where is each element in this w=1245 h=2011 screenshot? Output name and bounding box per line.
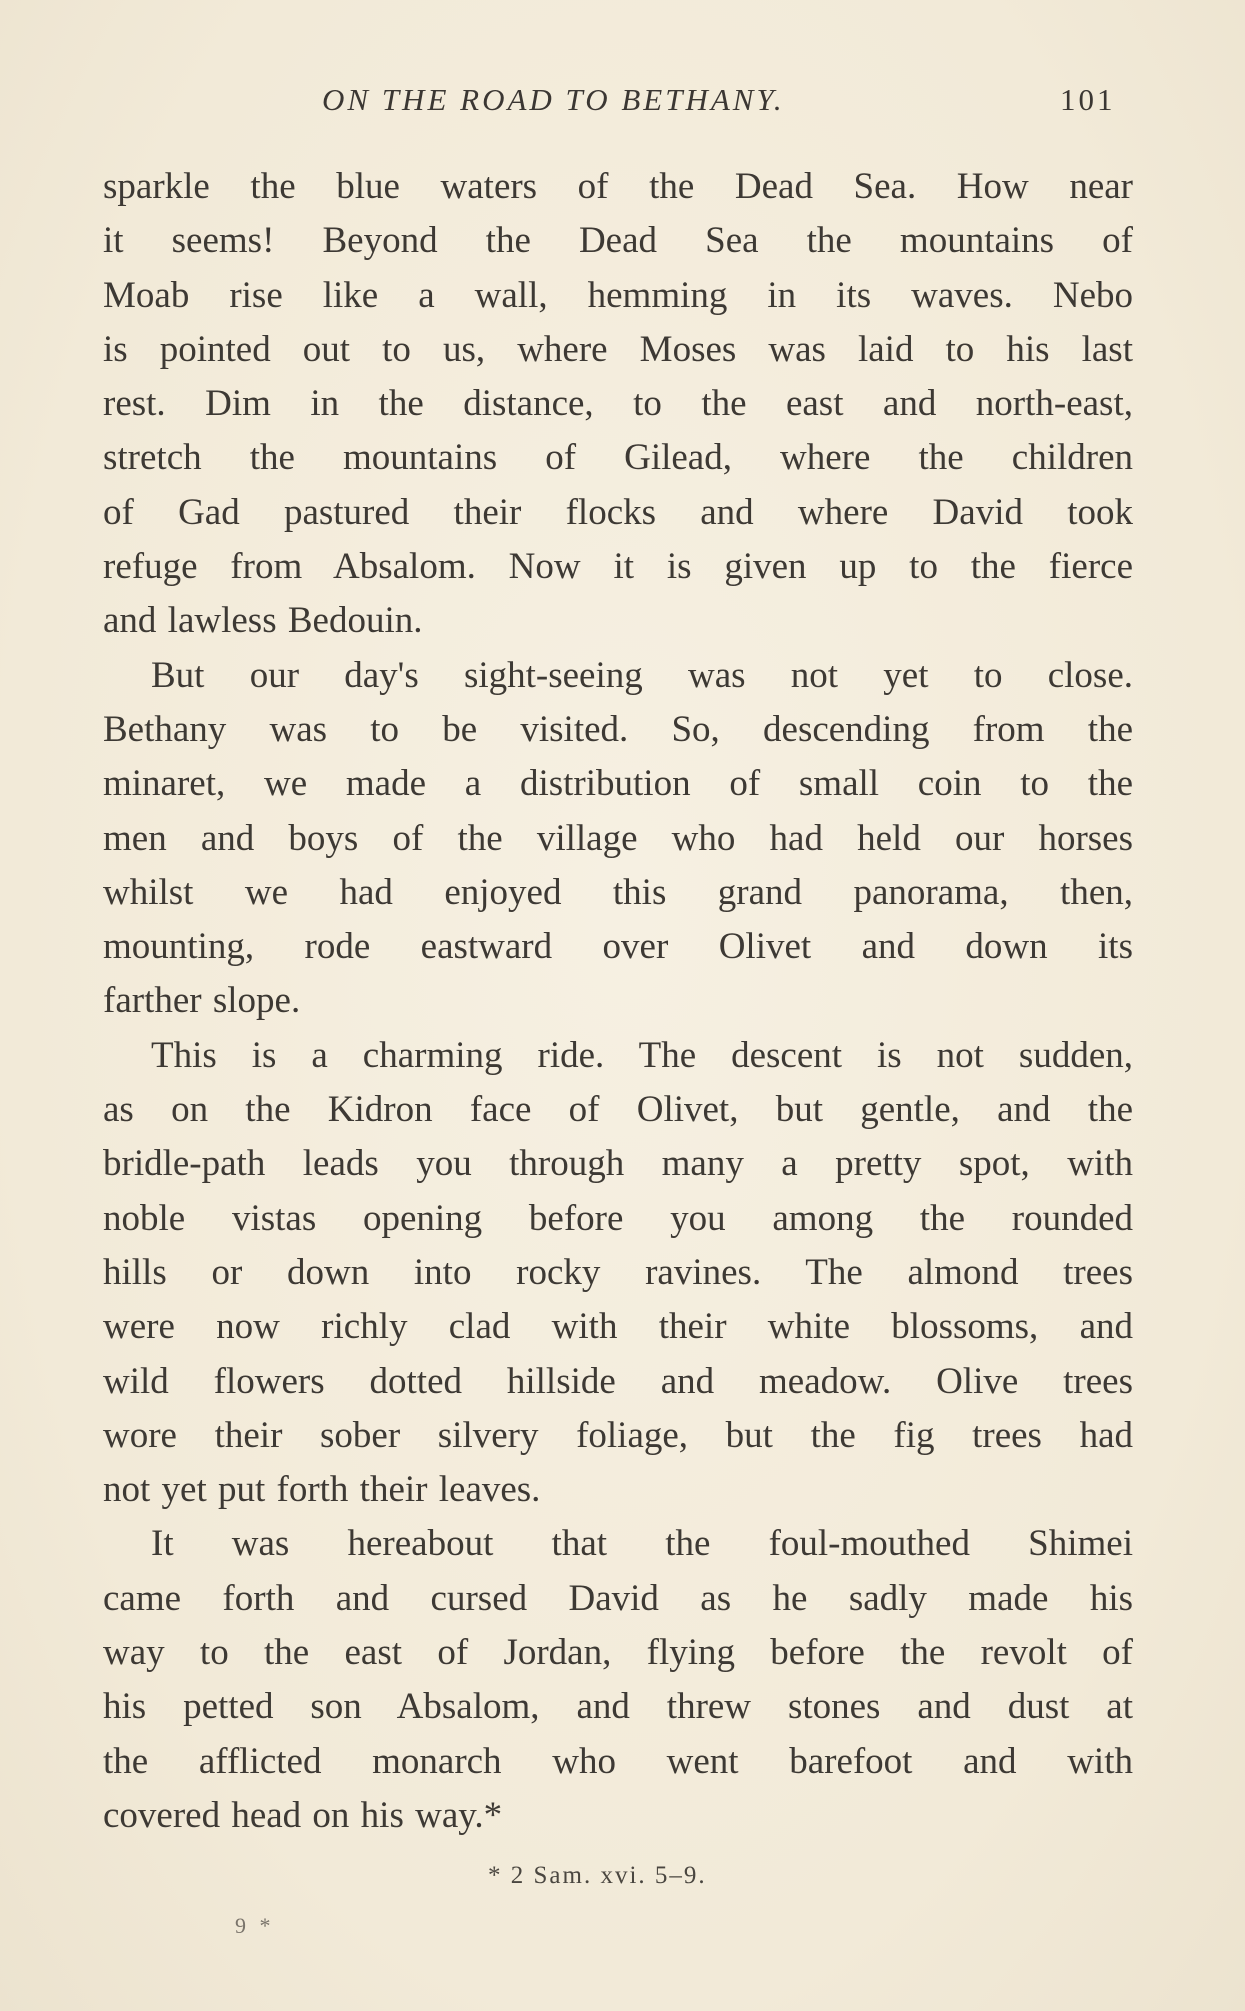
text-line: came forth and cursed David as he sadly made his: [103, 1577, 1133, 1619]
text-line: minaret, we made a distribution of small coin to the: [103, 763, 1133, 805]
text-line: It was hereabout that the foul-mouthed Shimei: [151, 1523, 1133, 1565]
footnote: * 2 Sam. xvi. 5–9.: [488, 1862, 707, 1889]
body-text: [103, 160, 1133, 1843]
text-line: of Gad pastured their flocks and where David took: [103, 491, 1133, 533]
text-line: is pointed out to us, where Moses was laid to his last: [103, 328, 1133, 370]
text-line: it seems! Beyond the Dead Sea the mountains of: [103, 220, 1133, 262]
text-line: stretch the mountains of Gilead, where the children: [103, 437, 1133, 479]
text-line: noble vistas opening before you among the rounded: [103, 1197, 1133, 1239]
text-line: as on the Kidron face of Olivet, but gentle, and the: [103, 1089, 1133, 1131]
text-line: not yet put forth their leaves.: [103, 1469, 541, 1511]
text-line: Moab rise like a wall, hemming in its waves. Nebo: [103, 274, 1133, 316]
text-line: mounting, rode eastward over Olivet and down its: [103, 926, 1133, 968]
text-line: But our day's sight-seeing was not yet to close.: [151, 654, 1133, 696]
text-line: whilst we had enjoyed this grand panorama, then,: [103, 871, 1133, 913]
text-line: bridle-path leads you through many a pretty spot, with: [103, 1143, 1133, 1185]
text-line: Bethany was to be visited. So, descending from the: [103, 708, 1133, 750]
text-line: This is a charming ride. The descent is not sudden,: [151, 1034, 1133, 1076]
text-line: way to the east of Jordan, flying before the revolt of: [103, 1632, 1133, 1674]
text-line: and lawless Bedouin.: [103, 600, 423, 642]
text-line: wore their sober silvery foliage, but the fig trees had: [103, 1414, 1133, 1456]
signature-mark: 9 *: [235, 1913, 275, 1938]
text-line: men and boys of the village who had held our horses: [103, 817, 1133, 859]
text-line: rest. Dim in the distance, to the east and north-east,: [103, 383, 1133, 425]
text-line: farther slope.: [103, 980, 301, 1022]
text-line: the afflicted monarch who went barefoot and with: [103, 1740, 1133, 1782]
text-line: were now richly clad with their white blossoms, and: [103, 1306, 1133, 1348]
running-head: ON THE ROAD TO BETHANY.: [322, 82, 785, 117]
text-line: his petted son Absalom, and threw stones and dust at: [103, 1686, 1133, 1728]
text-line: refuge from Absalom. Now it is given up to the fierce: [103, 546, 1133, 588]
text-line: wild flowers dotted hillside and meadow. Olive trees: [103, 1360, 1133, 1402]
text-line: covered head on his way.*: [103, 1794, 503, 1836]
page-number: 101: [1060, 82, 1116, 117]
text-line: sparkle the blue waters of the Dead Sea. How near: [103, 166, 1133, 207]
text-line: hills or down into rocky ravines. The almond trees: [103, 1251, 1133, 1293]
